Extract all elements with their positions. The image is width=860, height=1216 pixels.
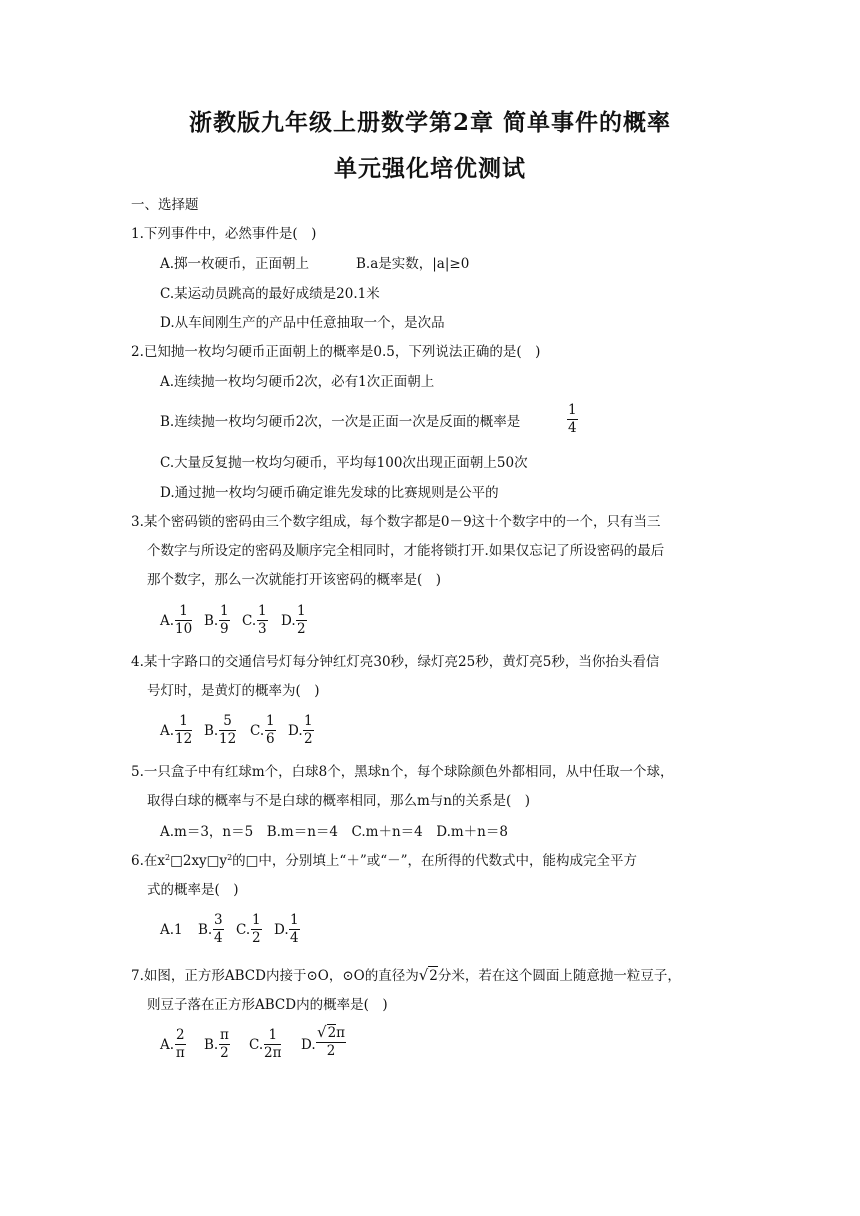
- q7-option-d-fraction: [316, 1024, 346, 1060]
- q4-option-a-label: A.: [160, 723, 175, 739]
- fraction-numerator: 1: [568, 402, 577, 418]
- q6-option-b-fraction: [213, 912, 224, 947]
- q3-option-a-label: A.: [160, 613, 175, 629]
- fraction-numerator: 1: [297, 603, 306, 619]
- fraction-numerator: 1: [290, 912, 299, 928]
- q6-exponent-1: 2: [165, 853, 171, 862]
- fraction-denominator: 2: [304, 731, 313, 747]
- q4-option-c-fraction: [265, 713, 276, 748]
- fraction-denominator: 10: [175, 621, 193, 637]
- q3-option-c-fraction: [257, 603, 268, 638]
- fraction-denominator: 4: [568, 420, 577, 436]
- fraction-denominator: 12: [175, 731, 193, 747]
- q5-options: A.m＝3，n＝5 B.m＝n＝4 C.m＋n＝4 D.m＋n＝8: [160, 824, 508, 840]
- q6-text-c: 的□中，分别填上“＋”或“－”，在所得的代数式中，能构成完全平方: [232, 853, 638, 869]
- q7-option-b-fraction: [219, 1027, 230, 1062]
- q7-text-a: 7.如图，正方形ABCD内接于⊙O，⊙O的直径为: [131, 968, 419, 984]
- fraction-numerator: π: [220, 1027, 229, 1043]
- q1-option-b: B.a是实数，|a|≥0: [356, 256, 470, 272]
- question-3-line-3: 那个数字，那么一次就能打开该密码的概率是( ): [147, 572, 442, 588]
- q2-option-b: B.连续抛一枚均匀硬币2次，一次是正面一次是反面的概率是: [160, 414, 521, 430]
- fraction-denominator: 2: [220, 1045, 229, 1061]
- q3-option-b-label: B.: [204, 613, 219, 629]
- q2-option-c: C.大量反复抛一枚均匀硬币，平均每100次出现正面朝上50次: [160, 455, 528, 471]
- fraction-denominator: 2: [326, 1043, 336, 1059]
- fraction-numerator: 1: [258, 603, 267, 619]
- question-4-line-2: 号灯时，是黄灯的概率为( ): [147, 683, 320, 699]
- fraction-numerator: 1: [264, 1027, 281, 1045]
- fraction-denominator: 12: [219, 731, 237, 747]
- q6-option-a: A.1: [160, 922, 183, 938]
- q6-option-d-fraction: [289, 912, 300, 947]
- q7-d-radicand: 2: [327, 1025, 337, 1041]
- q6-option-c-fraction: [251, 912, 262, 947]
- q7-option-c-fraction: [264, 1027, 281, 1062]
- sqrt-symbol-icon: √: [418, 966, 429, 984]
- fraction-denominator: 2: [252, 930, 261, 946]
- q4-option-b-label: B.: [204, 723, 219, 739]
- q4-option-c-label: C.: [250, 723, 265, 739]
- q6-option-d-label: D.: [274, 922, 289, 938]
- fraction-numerator: 1: [175, 713, 192, 731]
- q3-option-b-fraction: [219, 603, 230, 638]
- q2-option-a: A.连续抛一枚均匀硬币2次，必有1次正面朝上: [160, 374, 435, 390]
- sqrt-symbol-icon: √: [317, 1023, 327, 1041]
- question-7-line-2: 则豆子落在正方形ABCD内的概率是( ): [147, 997, 388, 1013]
- question-2-stem: 2.已知抛一枚均匀硬币正面朝上的概率是0.5，下列说法正确的是( ): [131, 344, 541, 360]
- section-heading: 一、选择题: [131, 197, 199, 213]
- question-3-line-2: 个数字与所设定的密码及顺序完全相同时，才能将锁打开.如果仅忘记了所设密码的最后: [147, 543, 665, 559]
- q3-option-c-label: C.: [242, 613, 257, 629]
- q1-option-d: D.从车间刚生产的产品中任意抽取一个，是次品: [160, 315, 445, 331]
- fraction-denominator: 6: [266, 731, 275, 747]
- fraction-numerator: 3: [214, 912, 223, 928]
- fraction-denominator: 3: [258, 621, 267, 637]
- fraction-denominator: 4: [290, 930, 299, 946]
- q2-option-d: D.通过抛一枚均匀硬币确定谁先发球的比赛规则是公平的: [160, 485, 499, 501]
- fraction-numerator: 1: [304, 713, 313, 729]
- fraction-numerator: 1: [266, 713, 275, 729]
- q3-option-d-label: D.: [281, 613, 296, 629]
- q6-option-b-label: B.: [198, 922, 213, 938]
- question-4-line-1: 4.某十字路口的交通信号灯每分钟红灯亮30秒，绿灯亮25秒，黄灯亮5秒，当你抬头看信: [131, 654, 660, 670]
- fraction-denominator: 4: [214, 930, 223, 946]
- question-5-line-2: 取得白球的概率与不是白球的概率相同，那么m与n的关系是( ): [147, 793, 531, 809]
- q6-text-b: □2xy□y: [170, 853, 228, 869]
- fraction-numerator: 1: [175, 603, 192, 621]
- q7-option-a-label: A.: [160, 1037, 175, 1053]
- question-7-line-1: [131, 966, 681, 985]
- q3-option-a-fraction: [175, 603, 192, 638]
- page-title: 浙教版九年级上册数学第2章 简单事件的概率: [188, 109, 671, 136]
- question-1-stem: 1.下列事件中，必然事件是( ): [131, 226, 317, 242]
- fraction-numerator: [316, 1024, 346, 1043]
- question-3-line-1: 3.某个密码锁的密码由三个数字组成，每个数字都是0－9这十个数字中的一个，只有当三: [131, 514, 661, 530]
- fraction-numerator: 1: [220, 603, 229, 619]
- fraction-denominator: π: [175, 1045, 185, 1061]
- q4-option-d-fraction: [303, 713, 314, 748]
- q2-option-b-fraction: [567, 402, 578, 437]
- q7-text-b: 分米，若在这个圆面上随意抛一粒豆子，: [437, 968, 681, 984]
- q7-option-c-label: C.: [249, 1037, 264, 1053]
- q4-option-b-fraction: [219, 713, 236, 748]
- q4-option-d-label: D.: [288, 723, 303, 739]
- q1-option-c: C.某运动员跳高的最好成绩是20.1米: [160, 286, 380, 302]
- question-6-line-2: 式的概率是( ): [147, 882, 239, 898]
- q1-option-a: A.掷一枚硬币，正面朝上: [160, 256, 310, 272]
- fraction-numerator: 1: [252, 912, 261, 928]
- q6-text-a: 6.在x: [131, 853, 165, 869]
- q6-option-c-label: C.: [236, 922, 251, 938]
- q3-option-d-fraction: [296, 603, 307, 638]
- fraction-denominator: 2π: [264, 1045, 282, 1061]
- fraction-denominator: 2: [297, 621, 306, 637]
- q6-exponent-2: 2: [227, 853, 233, 862]
- fraction-denominator: 9: [220, 621, 229, 637]
- q4-option-a-fraction: [175, 713, 192, 748]
- question-6-line-1: [131, 852, 637, 870]
- page-subtitle: 单元强化培优测试: [334, 155, 526, 182]
- q7-radicand: 2: [429, 968, 438, 984]
- q7-option-d-label: D.: [301, 1037, 316, 1053]
- q7-option-b-label: B.: [204, 1037, 219, 1053]
- fraction-numerator: 2: [176, 1027, 185, 1043]
- question-5-line-1: 5.一只盒子中有红球m个，白球8个，黑球n个，每个球除颜色外都相同，从中任取一个球，: [131, 764, 674, 780]
- q7-d-pi: π: [336, 1025, 346, 1041]
- fraction-numerator: 5: [219, 713, 236, 731]
- q7-option-a-fraction: [175, 1027, 186, 1062]
